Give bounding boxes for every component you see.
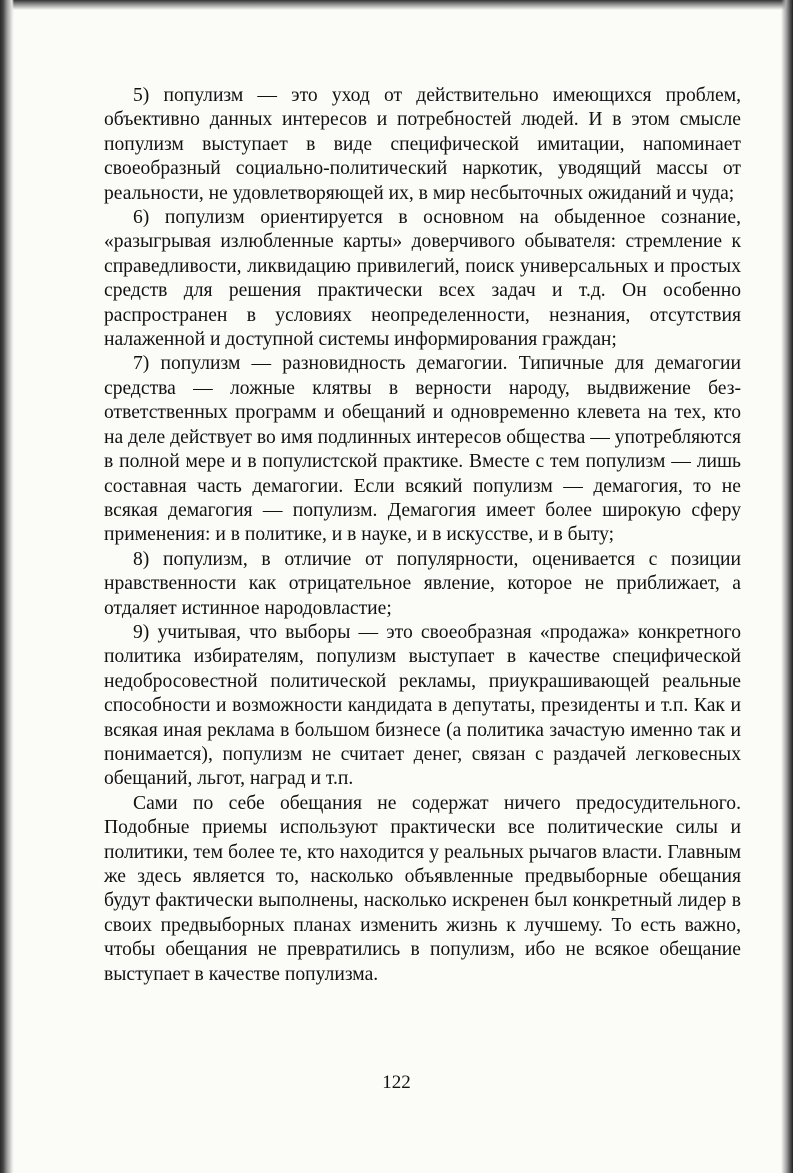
paragraph-point-5: 5) популизм — это уход от действительно имеющихся проблем, объективно данных интересов и потребностей людей. И в этом смысле популизм выступает в виде специфической имитации, напоминает своеобразный социально-политический наркотик, уводящий массы от реальности, не удовлетворяющей их, в мир несбыточных ожиданий и чуда; [104, 85, 741, 204]
paragraph-conclusion: Сами по себе обещания не содержат ничего предосудительного. Подобные приемы используют практически все политические силы и политики, тем более те, кто находится у реальных рычагов власти. Главным же здесь является то, насколько объявленные предвыборные обещания будут фактически выполнены, насколько искренен был конкретный лидер в своих предвыборных планах изменить жизнь к лучшему. То есть важно, чтобы обещания не превратились в популизм, ибо не всякое обещание выступает в качестве популизма. [104, 792, 741, 985]
page-number: 122 [382, 1072, 411, 1093]
paragraph-point-9: 9) учитывая, что выборы — это своеобразная «продажа» конкретного политика избирателям, популизм выступает в качестве специфической недобросовестной политической рекламы, приукрашивающей реальные способности и возможности кандидата в депутаты, президенты и т.п. Как и всякая иная реклама в большом бизнесе (а политика зачастую именно так и понимается), популизм не считает денег, связан с раздачей легковесных обещаний, льгот, наград и т.п. [104, 621, 741, 790]
page-body-text [104, 84, 741, 987]
paragraph-point-6: 6) популизм ориентируется в основном на обыденное сознание, «разыгрывая излюбленные карты» доверчивого обывателя: стремление к справедливости, ликвидацию привилегий, поиск универсальных и простых средств для решения практически всех задач и т.д. Он особенно распространен в условиях неопределенности, незнания, отсутствия налаженной и доступной системы информирования граждан; [104, 207, 741, 351]
scan-shadow-top [0, 0, 793, 10]
paragraph-point-7: 7) популизм — разновидность демагогии. Типичные для демагогии средства — ложные клятвы в верности народу, выдвижение безответственных программ и обещаний и одновременно клевета на тех, кто на деле действует во имя подлинных интересов общества — употребляются в полной мере и в популистской практике. Вместе с тем популизм — лишь составная часть демагогии. Если всякий популизм — демагогия, то не всякая демагогия — популизм. Демагогия имеет более широкую сферу применения: и в политике, и в науке, и в искусстве, и в быту; [104, 353, 741, 546]
scan-shadow-left [0, 0, 14, 1173]
paragraph-point-8: 8) популизм, в отличие от популярности, оценивается с позиции нравственности как отрицательное явление, которое не приближает, а отдаляет истинное народовластие; [104, 548, 741, 619]
scan-shadow-right [781, 0, 793, 1173]
